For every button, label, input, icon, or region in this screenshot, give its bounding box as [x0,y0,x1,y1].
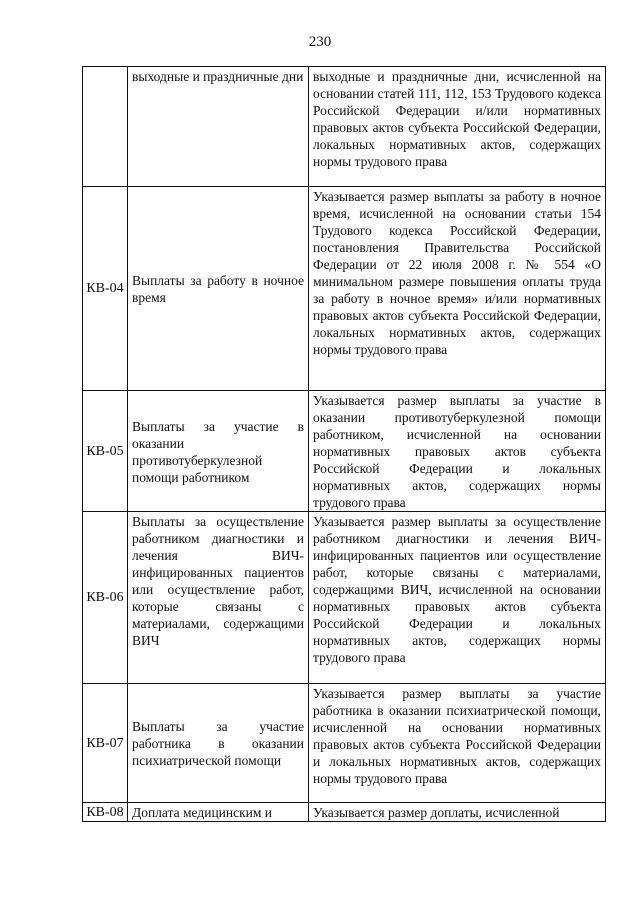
name-cell: Выплаты за участие работника в оказании психиатрической помощи [128,684,309,803]
name-cell: Доплата медицинским и [128,803,309,822]
description-cell: Указывается размер выплаты за осуществление работником диагностики и лечения ВИЧ-инфицированных пациентов или осуществление работ, которые связаны с материалами, содержащими ВИЧ, исчисленной на основании нормативных правовых актов субъекта Российской Федерации и локальных нормативных актов, содержащих нормы трудового права [309,512,606,684]
name-cell: Выплаты за работу в ночное время [128,187,309,391]
name-cell: Выплаты за осуществление работником диагностики и лечения ВИЧ-инфицированных пациентов или осуществление работ, которые связаны с материалами, содержащими ВИЧ [128,512,309,684]
table-row [83,803,606,822]
name-cell: Выплаты за участие в оказании противотуберкулезной помощи работником [128,391,309,512]
code-cell [83,67,128,187]
code-cell: КВ-07 [83,684,128,803]
table-row [83,512,606,684]
code-cell: КВ-08 [83,803,128,822]
description-cell: Указывается размер доплаты, исчисленной [309,803,606,822]
description-cell: Указывается размер выплаты за участие в оказании противотуберкулезной помощи работником, исчисленной на основании нормативных правовых актов субъекта Российской Федерации и локальных нормативных актов, содержащих нормы трудового права [309,391,606,512]
code-cell: КВ-05 [83,391,128,512]
payment-codes-table [82,66,606,822]
code-cell: КВ-04 [83,187,128,391]
page-number: 230 [308,34,332,50]
description-cell: Указывается размер выплаты за работу в ночное время, исчисленной на основании статьи 154 Трудового кодекса Российской Федерации, постановления Правительства Российской Федерации от 22 июля 2008 г. № 554 «О минимальном размере повышения оплаты труда за работу в ночное время» и/или нормативных правовых актов субъекта Российской Федерации, локальных нормативных актов, содержащих нормы трудового права [309,187,606,391]
name-cell: выходные и праздничные дни [128,67,309,187]
table-row [83,391,606,512]
description-cell: Указывается размер выплаты за участие работника в оказании психиатрической помощи, исчисленной на основании нормативных правовых актов субъекта Российской Федерации и локальных нормативных актов, содержащих нормы трудового права [309,684,606,803]
code-cell: КВ-06 [83,512,128,684]
table-row [83,187,606,391]
table-row [83,67,606,187]
table-row [83,684,606,803]
description-cell: выходные и праздничные дни, исчисленной на основании статей 111, 112, 153 Трудового кодекса Российской Федерации и/или нормативных правовых актов субъекта Российской Федерации, локальных нормативных актов, содержащих нормы трудового права [309,67,606,187]
